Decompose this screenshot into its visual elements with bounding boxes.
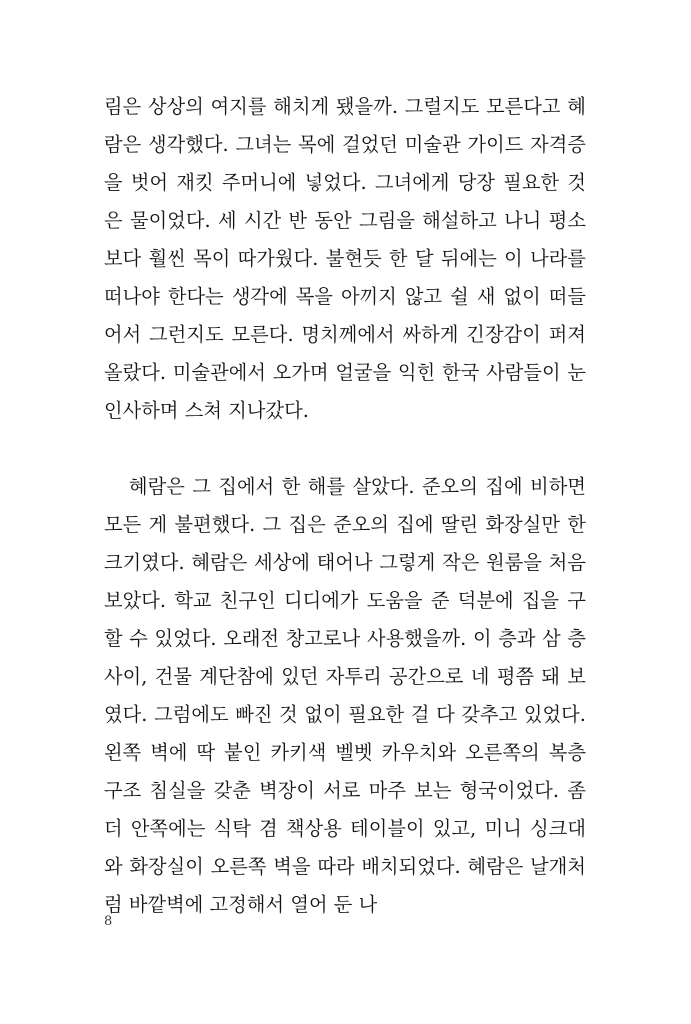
page-text-block	[104, 88, 586, 924]
paragraph-2: 혜람은 그 집에서 한 해를 살았다. 준오의 집에 비하면 모든 게 불편했다. 그 집은 준오의 집에 딸린 화장실만 한 크기였다. 혜람은 세상에 태어나 그렇게 작은 원룸을 처음 보았다. 학교 친구인 디디에가 도움을 준 덕분에 집을 구할 수 있었다. 오래전 창고로나 사용했을까. 이 층과 삼 층 사이, 건물 계단참에 있던 자투리 공간으로 네 평쯤 돼 보였다. 그럼에도 빠진 것 없이 필요한 걸 다 갖추고 있었다. 왼쪽 벽에 딱 붙인 카키색 벨벳 카우치와 오른쪽의 복층 구조 침실을 갖춘 벽장이 서로 마주 보는 형국이었다. 좀 더 안쪽에는 식탁 겸 책상용 테이블이 있고, 미니 싱크대와 화장실이 오른쪽 벽을 따라 배치되었다. 혜람은 날개처럼 바깥벽에 고정해서 열어 둔 나	[104, 475, 586, 916]
paragraph-1: 림은 상상의 여지를 해치게 됐을까. 그럴지도 모른다고 혜람은 생각했다. 그녀는 목에 걸었던 미술관 가이드 자격증을 벗어 재킷 주머니에 넣었다. 그녀에게 당장 필요한 것은 물이었다. 세 시간 반 동안 그림을 해설하고 나니 평소보다 훨씬 목이 따가웠다. 불현듯 한 달 뒤에는 이 나라를 떠나야 한다는 생각에 목을 아끼지 않고 쉴 새 없이 떠들어서 그런지도 모른다. 명치께에서 싸하게 긴장감이 퍼져 올랐다. 미술관에서 오가며 얼굴을 익힌 한국 사람들이 눈인사하며 스쳐 지나갔다.	[104, 95, 586, 422]
page-number: 8	[104, 914, 113, 929]
